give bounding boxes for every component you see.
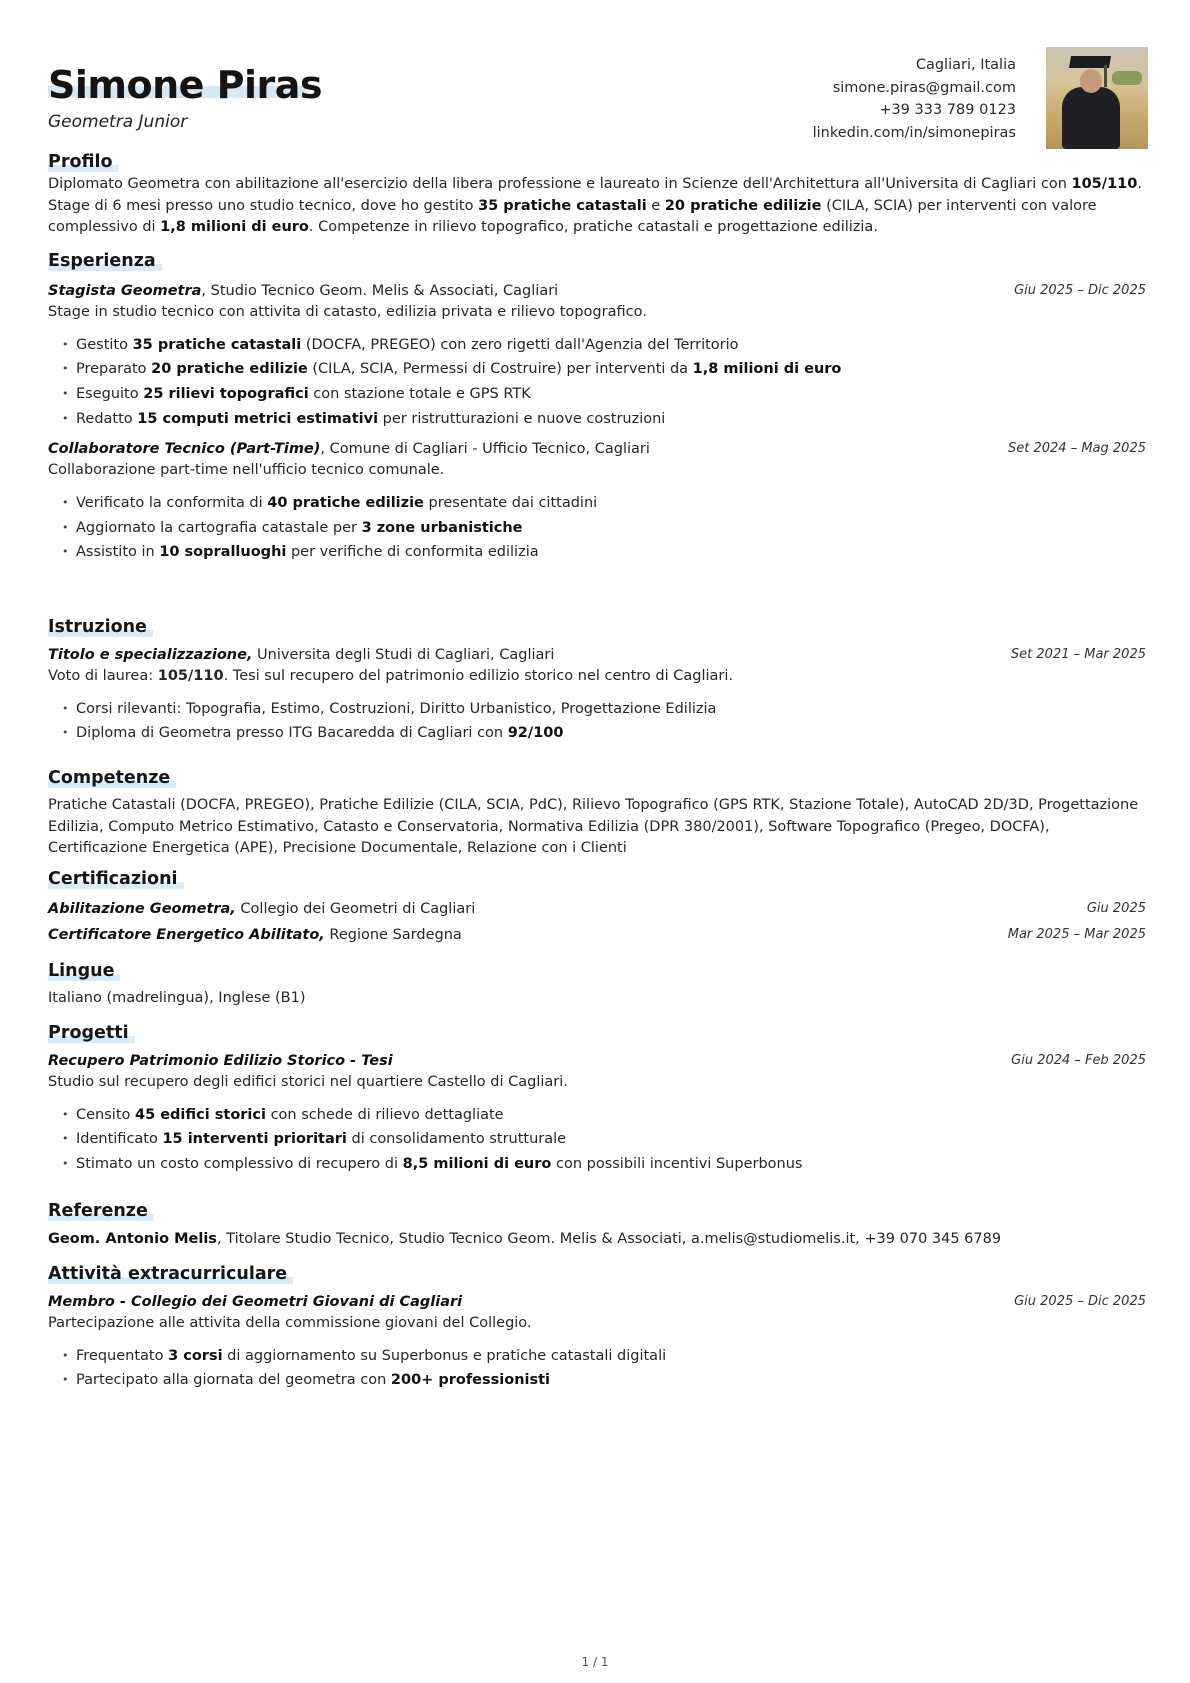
achievement-list: [48, 333, 1146, 432]
profile-summary: Diplomato Geometra con abilitazione all'esercizio della libera professione e laureato in Scienze dell'Architettura all'Universita di Cagliari con 105/110. Stage di 6 mesi presso uno studio tecnico, dove ho gestito 35 pratiche catastali e 20 pratiche edilizie (CILA, SCIA) per interventi con valore complessivo di 1,8 milioni di euro. Competenze in rilievo topografico, pratiche catastali e progettazione edilizia.: [48, 176, 1142, 235]
contact-email[interactable]: simone.piras@gmail.com: [832, 79, 1016, 96]
education-entry: [48, 644, 1146, 746]
section-experience: [48, 250, 1146, 565]
certification-entry: Abilitazione Geometra, Collegio dei Geometri di Cagliari Giu 2025: [48, 896, 1146, 922]
reference-entry: Geom. Antonio Melis, Titolare Studio Tecnico, Studio Tecnico Geom. Melis & Associati, a.melis@studiomelis.it, +39 070 345 6789: [48, 1231, 1002, 1247]
section-title-skills: Competenze: [48, 767, 170, 789]
list-item: • Eseguito 25 rilievi topografici con stazione totale e GPS RTK: [76, 382, 1146, 407]
section-title-education: Istruzione: [48, 616, 147, 638]
section-certifications: [48, 868, 1146, 948]
section-title-certifications: Certificazioni: [48, 868, 178, 890]
contact-linkedin[interactable]: linkedin.com/in/simonepiras: [812, 124, 1016, 141]
entry-heading: Collaboratore Tecnico (Part-Time), Comune di Cagliari - Ufficio Tecnico, Cagliari: [48, 441, 650, 458]
section-title-experience: Esperienza: [48, 250, 156, 272]
entry-description: Studio sul recupero degli edifici storici nel quartiere Castello di Cagliari.: [48, 1074, 568, 1090]
entry-date: Set 2021 – Mar 2025: [1010, 647, 1146, 662]
languages-list: Italiano (madrelingua), Inglese (B1): [48, 990, 306, 1006]
entry-date: Mar 2025 – Mar 2025: [1007, 927, 1146, 942]
certification-entry: Certificatore Energetico Abilitato, Regione Sardegna Mar 2025 – Mar 2025: [48, 922, 1146, 948]
list-item: • Corsi rilevanti: Topografia, Estimo, Costruzioni, Diritto Urbanistico, Progettazione Edilizia: [76, 697, 1146, 722]
candidate-name: Simone Piras: [48, 63, 323, 107]
skills-list: Pratiche Catastali (DOCFA, PREGEO), Pratiche Edilizie (CILA, SCIA, PdC), Rilievo Topografico (GPS RTK, Stazione Totale), AutoCAD 2D/3D, Progettazione Edilizia, Computo Metrico Estimativo, Catasto e Conservatoria, Normativa Edilizia (DPR 380/2001), Software Topografico (Pregeo, DOCFA), Certificazione Energetica (APE), Precisione Documentale, Relazione con i Clienti: [48, 797, 1139, 856]
entry-date: Giu 2025: [1086, 901, 1146, 916]
entry-heading: Recupero Patrimonio Edilizio Storico - Tesi: [48, 1053, 393, 1069]
section-projects: [48, 1022, 1146, 1177]
entry-date: Giu 2025 – Dic 2025: [1014, 1294, 1146, 1309]
entry-date: Set 2024 – Mag 2025: [1008, 441, 1146, 457]
section-references: [48, 1200, 1146, 1251]
section-title-extracurricular: Attività extracurriculare: [48, 1263, 287, 1285]
section-skills: [48, 767, 1146, 860]
list-item: • Preparato 20 pratiche edilizie (CILA, SCIA, Permessi di Costruire) per interventi da 1,8 milioni di euro: [76, 357, 1146, 382]
list-item: • Diploma di Geometra presso ITG Bacaredda di Cagliari con 92/100: [76, 721, 1146, 746]
section-education: [48, 616, 1146, 746]
photo-cap-tassel: [1104, 65, 1107, 87]
section-title-references: Referenze: [48, 1200, 148, 1222]
job-title: Geometra Junior: [48, 112, 188, 132]
list-item: • Gestito 35 pratiche catastali (DOCFA, PREGEO) con zero rigetti dall'Agenzia del Territorio: [76, 333, 1146, 358]
contact-location: Cagliari, Italia: [915, 57, 1016, 73]
entry-heading: Stagista Geometra, Studio Tecnico Geom. Melis & Associati, Cagliari: [48, 283, 559, 299]
list-item: • Identificato 15 interventi prioritari di consolidamento strutturale: [76, 1127, 1146, 1152]
education-details-list: [48, 697, 1146, 746]
entry-heading: Membro - Collegio dei Geometri Giovani di Cagliari: [48, 1294, 463, 1310]
section-title-profile: Profilo: [48, 151, 112, 173]
achievement-list: [48, 491, 1146, 565]
entry-heading: Titolo e specializzazione, Universita degli Studi di Cagliari, Cagliari: [48, 647, 555, 663]
project-achievement-list: [48, 1103, 1146, 1177]
list-item: • Censito 45 edifici storici con schede di rilievo dettagliate: [76, 1103, 1146, 1128]
project-entry: [48, 1050, 1146, 1177]
section-title-projects: Progetti: [48, 1022, 129, 1044]
experience-entry: [48, 280, 1146, 431]
page-number: 1 / 1: [581, 1655, 609, 1669]
section-title-languages: Lingue: [48, 960, 114, 982]
entry-date: Giu 2025 – Dic 2025: [1014, 283, 1146, 298]
experience-entry: [48, 438, 1146, 565]
extracurricular-entry: [48, 1291, 1146, 1393]
list-item: • Aggiornato la cartografia catastale per 3 zone urbanistiche: [76, 516, 1146, 541]
list-item: • Assistito in 10 sopralluoghi per verifiche di conformita edilizia: [76, 540, 1146, 565]
contact-phone: +39 333 789 0123: [879, 102, 1016, 118]
extracurricular-list: [48, 1344, 1146, 1393]
list-item: • Partecipato alla giornata del geometra con 200+ professionisti: [76, 1368, 1146, 1393]
profile-photo: [1046, 47, 1148, 149]
list-item: • Verificato la conformita di 40 pratiche edilizie presentate dai cittadini: [76, 491, 1146, 516]
list-item: • Stimato un costo complessivo di recupero di 8,5 milioni di euro con possibili incentivi Superbonus: [76, 1152, 1146, 1177]
list-item: • Frequentato 3 corsi di aggiornamento su Superbonus e pratiche catastali digitali: [76, 1344, 1146, 1369]
photo-graduation-gown: [1062, 87, 1120, 149]
section-extracurricular: [48, 1263, 1146, 1393]
section-languages: [48, 960, 1146, 1010]
photo-face: [1080, 69, 1102, 93]
section-profile: [48, 151, 1146, 239]
photo-background-bush: [1112, 71, 1142, 85]
entry-description: Voto di laurea: 105/110. Tesi sul recupero del patrimonio edilizio storico nel centro di Cagliari.: [48, 668, 734, 684]
list-item: • Redatto 15 computi metrici estimativi per ristrutturazioni e nuove costruzioni: [76, 407, 1146, 432]
entry-date: Giu 2024 – Feb 2025: [1011, 1053, 1146, 1068]
contact-block: [813, 54, 1016, 144]
entry-description: Stage in studio tecnico con attivita di catasto, edilizia privata e rilievo topografico.: [48, 304, 647, 320]
entry-description: Partecipazione alle attivita della commissione giovani del Collegio.: [48, 1315, 532, 1331]
entry-description: Collaborazione part-time nell'ufficio tecnico comunale.: [48, 462, 445, 479]
